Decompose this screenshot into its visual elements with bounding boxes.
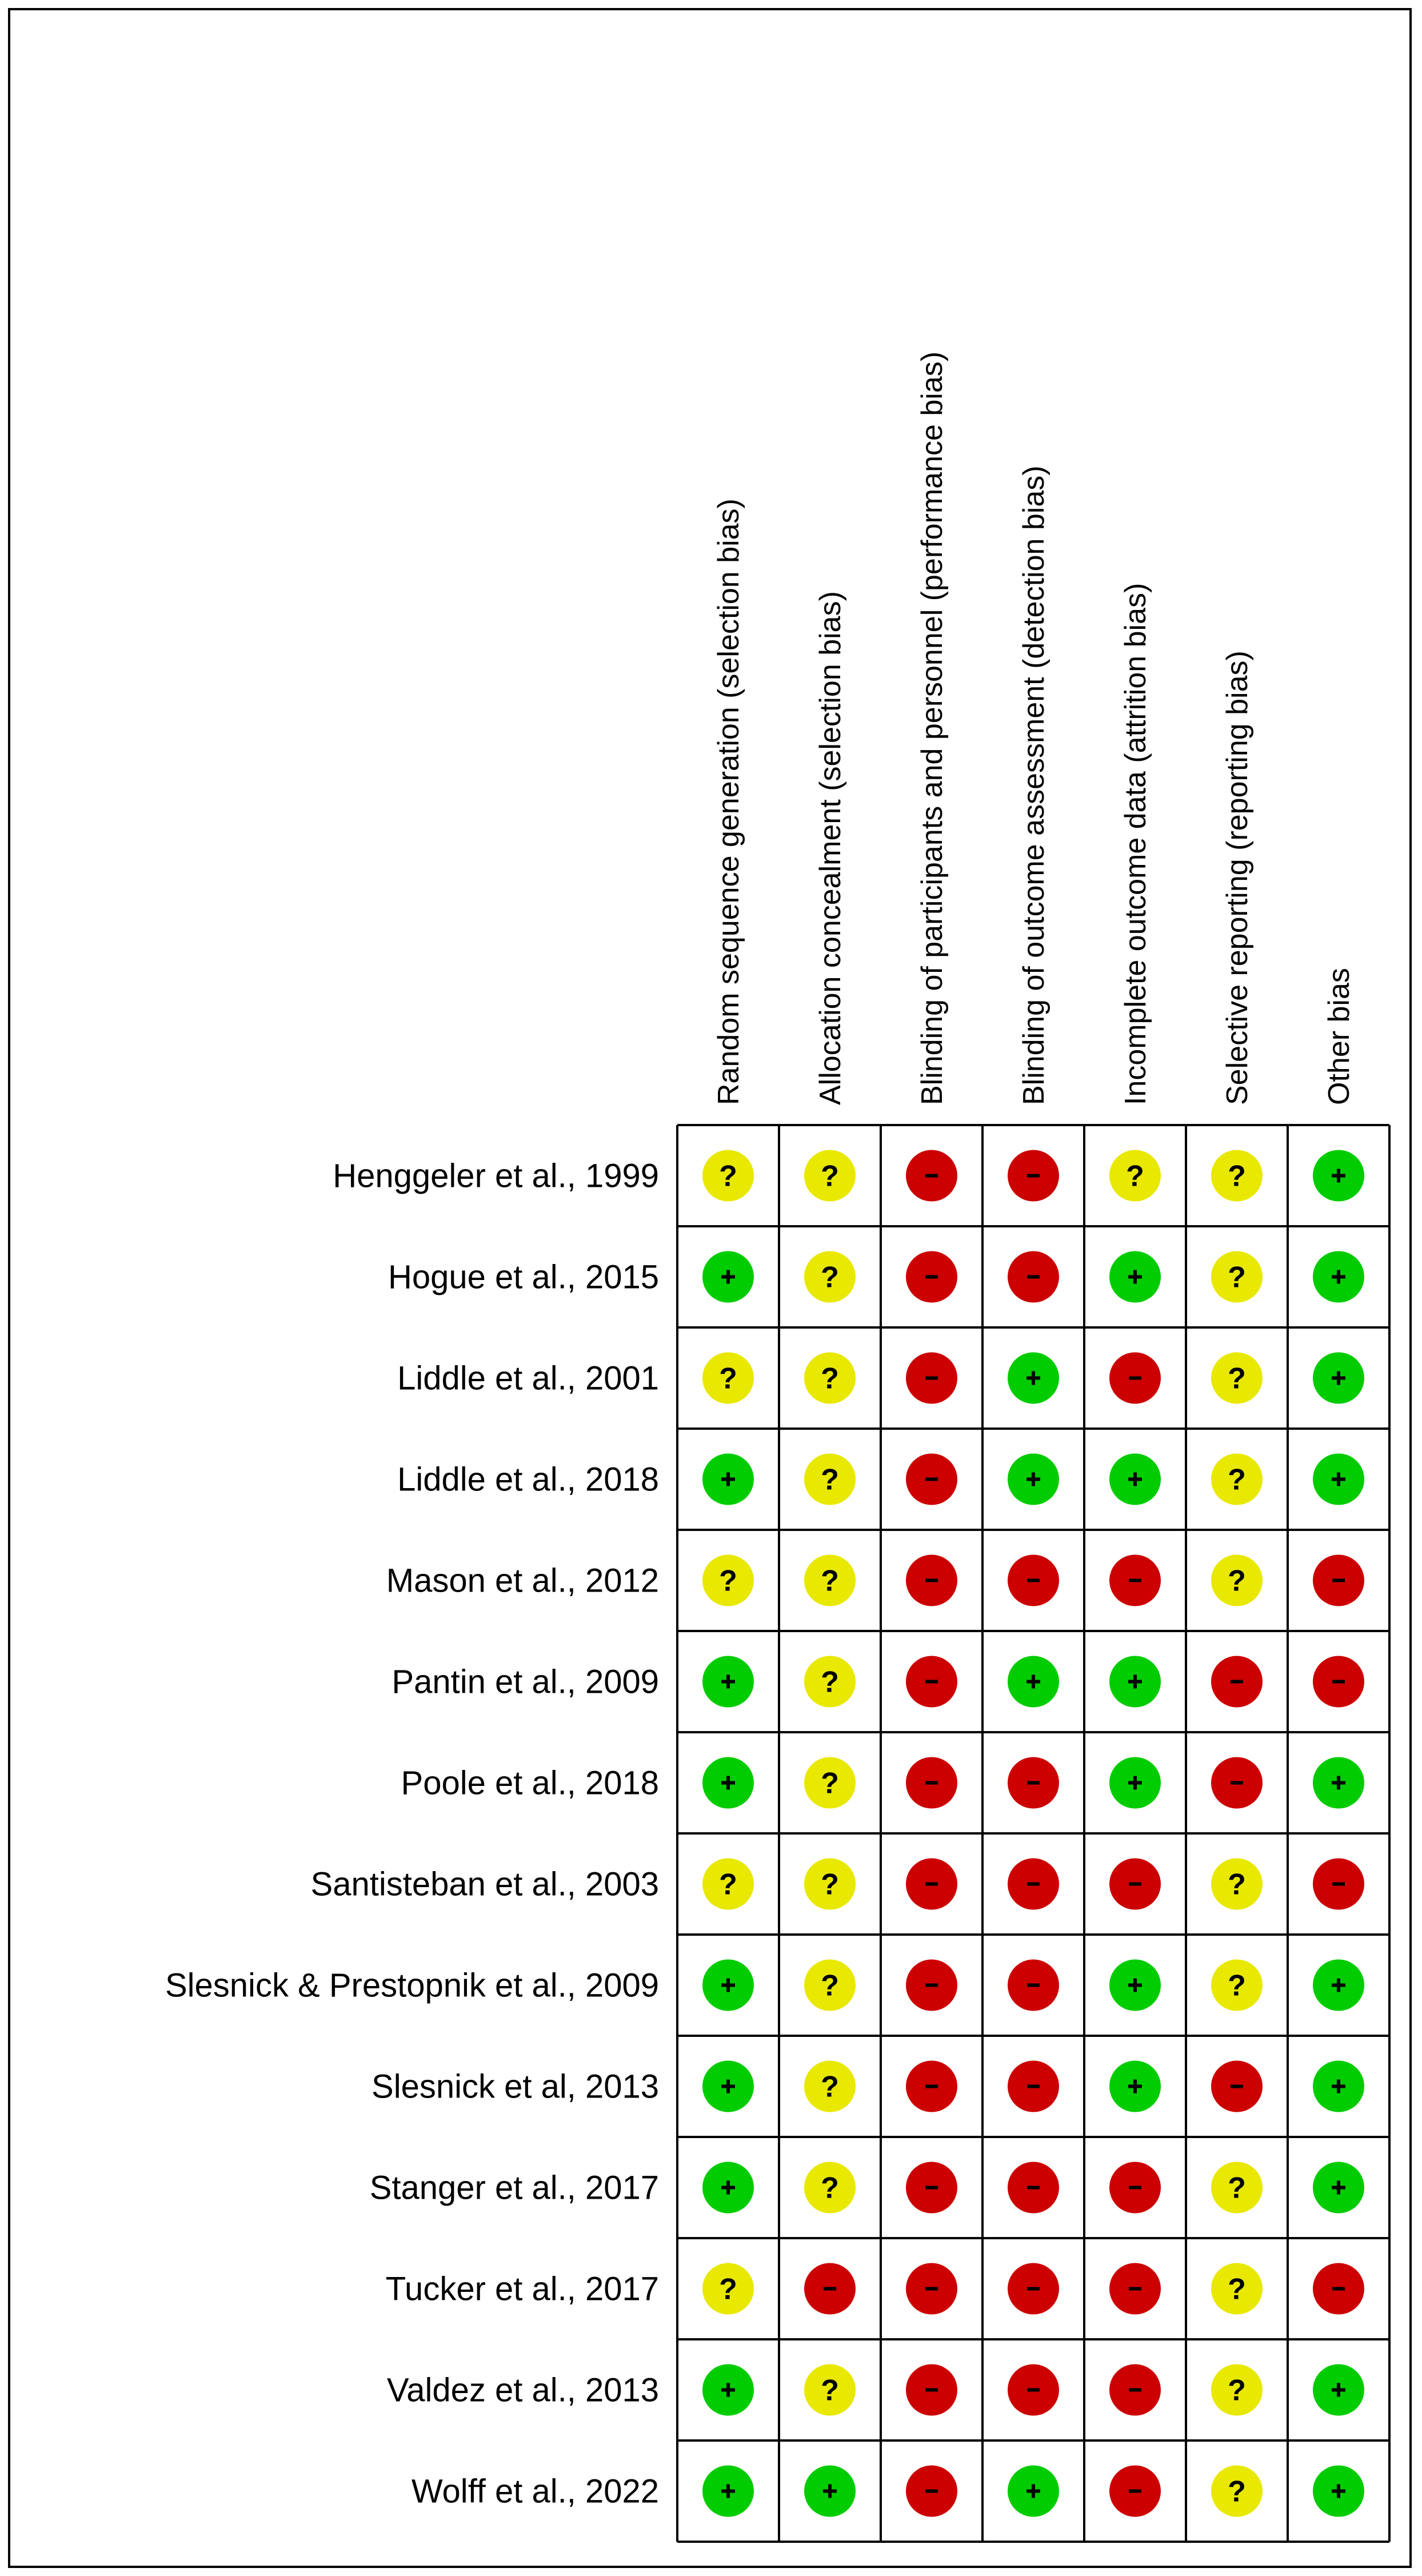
high-risk-marker bbox=[1008, 1757, 1059, 1809]
high-risk-marker bbox=[1211, 1656, 1263, 1708]
row-label: Liddle et al., 2001 bbox=[397, 1359, 659, 1397]
unclear-risk-marker bbox=[804, 2061, 856, 2112]
high-risk-marker bbox=[1109, 1555, 1161, 1606]
question-icon: ? bbox=[1228, 2475, 1246, 2509]
unclear-risk-marker bbox=[1211, 1150, 1263, 1202]
unclear-risk-marker bbox=[804, 1656, 856, 1708]
column-header: Blinding of outcome assessment (detection bias) bbox=[1017, 465, 1050, 1105]
question-icon: ? bbox=[1228, 1159, 1246, 1193]
high-risk-marker bbox=[906, 2466, 957, 2517]
unclear-risk-marker bbox=[804, 1859, 856, 1910]
row-label: Liddle et al., 2018 bbox=[397, 1461, 659, 1498]
high-risk-marker bbox=[1109, 2263, 1161, 2315]
low-risk-marker bbox=[702, 2162, 754, 2214]
low-risk-marker bbox=[1109, 1960, 1161, 2011]
low-risk-marker bbox=[1313, 2364, 1364, 2416]
high-risk-marker bbox=[906, 1757, 957, 1809]
low-risk-marker bbox=[702, 1757, 754, 1809]
high-risk-marker bbox=[1008, 2364, 1059, 2416]
unclear-risk-marker bbox=[702, 1555, 754, 1606]
high-risk-marker bbox=[1109, 1859, 1161, 1910]
unclear-risk-marker bbox=[804, 1353, 856, 1404]
high-risk-marker bbox=[1313, 1859, 1364, 1910]
high-risk-marker bbox=[1313, 1555, 1364, 1606]
high-risk-marker bbox=[1211, 2061, 1263, 2112]
row-label: Pantin et al., 2009 bbox=[392, 1663, 659, 1701]
column-header: Blinding of participants and personnel (performance bias) bbox=[916, 351, 949, 1105]
question-icon: ? bbox=[1228, 1261, 1246, 1294]
low-risk-marker bbox=[1109, 1454, 1161, 1505]
question-icon: ? bbox=[1228, 1564, 1246, 1598]
unclear-risk-marker bbox=[1211, 1454, 1263, 1505]
question-icon: ? bbox=[821, 2171, 839, 2205]
row-label: Mason et al., 2012 bbox=[386, 1562, 659, 1600]
unclear-risk-marker bbox=[804, 2364, 856, 2416]
unclear-risk-marker bbox=[702, 2263, 754, 2315]
unclear-risk-marker bbox=[804, 1150, 856, 1202]
high-risk-marker bbox=[906, 1251, 957, 1303]
high-risk-marker bbox=[1008, 1960, 1059, 2011]
question-icon: ? bbox=[821, 1766, 839, 1800]
unclear-risk-marker bbox=[702, 1150, 754, 1202]
question-icon: ? bbox=[1126, 1159, 1144, 1193]
low-risk-marker bbox=[1109, 2061, 1161, 2112]
row-label: Santisteban et al., 2003 bbox=[310, 1865, 659, 1903]
unclear-risk-marker bbox=[1211, 1555, 1263, 1606]
low-risk-marker bbox=[702, 2466, 754, 2517]
question-icon: ? bbox=[1228, 1969, 1246, 2003]
column-header: Incomplete outcome data (attrition bias) bbox=[1119, 583, 1152, 1105]
low-risk-marker bbox=[1313, 1150, 1364, 1202]
low-risk-marker bbox=[1313, 1353, 1364, 1404]
unclear-risk-marker bbox=[702, 1353, 754, 1404]
low-risk-marker bbox=[1008, 1353, 1059, 1404]
unclear-risk-marker bbox=[804, 1960, 856, 2011]
question-icon: ? bbox=[821, 2070, 839, 2104]
question-icon: ? bbox=[1228, 2374, 1246, 2407]
low-risk-marker bbox=[1313, 2061, 1364, 2112]
row-label: Wolff et al., 2022 bbox=[411, 2473, 659, 2510]
row-label: Slesnick et al, 2013 bbox=[372, 2068, 659, 2106]
high-risk-marker bbox=[1313, 1656, 1364, 1708]
low-risk-marker bbox=[1313, 1454, 1364, 1505]
unclear-risk-marker bbox=[1211, 2263, 1263, 2315]
low-risk-marker bbox=[1008, 1454, 1059, 1505]
high-risk-marker bbox=[1109, 2162, 1161, 2214]
low-risk-marker bbox=[1008, 1656, 1059, 1708]
column-header: Random sequence generation (selection bias) bbox=[712, 499, 745, 1105]
high-risk-marker bbox=[1109, 2466, 1161, 2517]
unclear-risk-marker bbox=[702, 1859, 754, 1910]
unclear-risk-marker bbox=[1211, 2364, 1263, 2416]
column-header: Other bias bbox=[1323, 968, 1356, 1105]
question-icon: ? bbox=[821, 1564, 839, 1598]
high-risk-marker bbox=[906, 1555, 957, 1606]
high-risk-marker bbox=[906, 1353, 957, 1404]
row-label: Stanger et al., 2017 bbox=[369, 2169, 659, 2207]
low-risk-marker bbox=[1109, 1251, 1161, 1303]
low-risk-marker bbox=[702, 1454, 754, 1505]
column-headers bbox=[712, 352, 1356, 1105]
unclear-risk-marker bbox=[804, 1555, 856, 1606]
unclear-risk-marker bbox=[804, 1251, 856, 1303]
high-risk-marker bbox=[1109, 1353, 1161, 1404]
row-label: Tucker et al., 2017 bbox=[385, 2270, 659, 2308]
unclear-risk-marker bbox=[1211, 1960, 1263, 2011]
question-icon: ? bbox=[821, 1159, 839, 1193]
question-icon: ? bbox=[821, 1362, 839, 1395]
low-risk-marker bbox=[1313, 2466, 1364, 2517]
question-icon: ? bbox=[719, 1868, 737, 1901]
row-label: Poole et al., 2018 bbox=[401, 1764, 659, 1802]
high-risk-marker bbox=[906, 2061, 957, 2112]
low-risk-marker bbox=[1313, 1251, 1364, 1303]
row-labels bbox=[165, 1158, 659, 2510]
question-icon: ? bbox=[719, 1564, 737, 1598]
question-icon: ? bbox=[719, 2272, 737, 2306]
high-risk-marker bbox=[1008, 1859, 1059, 1910]
high-risk-marker bbox=[906, 1859, 957, 1910]
low-risk-marker bbox=[702, 1960, 754, 2011]
question-icon: ? bbox=[821, 1969, 839, 2003]
question-icon: ? bbox=[719, 1159, 737, 1193]
question-icon: ? bbox=[821, 1665, 839, 1699]
unclear-risk-marker bbox=[1211, 2162, 1263, 2214]
high-risk-marker bbox=[1008, 2162, 1059, 2214]
high-risk-marker bbox=[906, 2263, 957, 2315]
question-icon: ? bbox=[1228, 1362, 1246, 1395]
unclear-risk-marker bbox=[1211, 1859, 1263, 1910]
low-risk-marker bbox=[1313, 1960, 1364, 2011]
high-risk-marker bbox=[1008, 1555, 1059, 1606]
high-risk-marker bbox=[906, 1960, 957, 2011]
question-icon: ? bbox=[1228, 1463, 1246, 1497]
high-risk-marker bbox=[1313, 2263, 1364, 2315]
low-risk-marker bbox=[1109, 1757, 1161, 1809]
unclear-risk-marker bbox=[804, 1757, 856, 1809]
low-risk-marker bbox=[1313, 1757, 1364, 1809]
question-icon: ? bbox=[821, 1463, 839, 1497]
question-icon: ? bbox=[719, 1362, 737, 1395]
question-icon: ? bbox=[821, 1261, 839, 1294]
row-label: Henggeler et al., 1999 bbox=[333, 1157, 659, 1195]
question-icon: ? bbox=[821, 2374, 839, 2407]
high-risk-marker bbox=[906, 2162, 957, 2214]
high-risk-marker bbox=[1008, 2263, 1059, 2315]
low-risk-marker bbox=[1313, 2162, 1364, 2214]
unclear-risk-marker bbox=[804, 1454, 856, 1505]
high-risk-marker bbox=[906, 2364, 957, 2416]
high-risk-marker bbox=[1211, 1757, 1263, 1809]
high-risk-marker bbox=[906, 1454, 957, 1505]
grid bbox=[677, 1125, 1389, 2542]
row-label: Valdez et al., 2013 bbox=[386, 2371, 659, 2409]
question-icon: ? bbox=[1228, 2171, 1246, 2205]
low-risk-marker bbox=[702, 2364, 754, 2416]
high-risk-marker bbox=[1008, 1150, 1059, 1202]
unclear-risk-marker bbox=[804, 2162, 856, 2214]
low-risk-marker bbox=[1008, 2466, 1059, 2517]
high-risk-marker bbox=[906, 1150, 957, 1202]
low-risk-marker bbox=[702, 1656, 754, 1708]
column-header: Selective reporting (reporting bias) bbox=[1221, 651, 1254, 1105]
high-risk-marker bbox=[1008, 2061, 1059, 2112]
unclear-risk-marker bbox=[1211, 1353, 1263, 1404]
unclear-risk-marker bbox=[1211, 2466, 1263, 2517]
question-icon: ? bbox=[821, 1868, 839, 1901]
unclear-risk-marker bbox=[1211, 1251, 1263, 1303]
high-risk-marker bbox=[906, 1656, 957, 1708]
question-icon: ? bbox=[1228, 2272, 1246, 2306]
column-header: Allocation concealment (selection bias) bbox=[814, 591, 847, 1105]
low-risk-marker bbox=[804, 2466, 856, 2517]
low-risk-marker bbox=[702, 2061, 754, 2112]
row-label: Slesnick & Prestopnik et al., 2009 bbox=[165, 1967, 659, 2004]
unclear-risk-marker bbox=[1109, 1150, 1161, 1202]
high-risk-marker bbox=[1109, 2364, 1161, 2416]
question-icon: ? bbox=[1228, 1868, 1246, 1901]
high-risk-marker bbox=[1008, 1251, 1059, 1303]
low-risk-marker bbox=[1109, 1656, 1161, 1708]
row-label: Hogue et al., 2015 bbox=[388, 1258, 659, 1296]
low-risk-marker bbox=[702, 1251, 754, 1303]
high-risk-marker bbox=[804, 2263, 856, 2315]
